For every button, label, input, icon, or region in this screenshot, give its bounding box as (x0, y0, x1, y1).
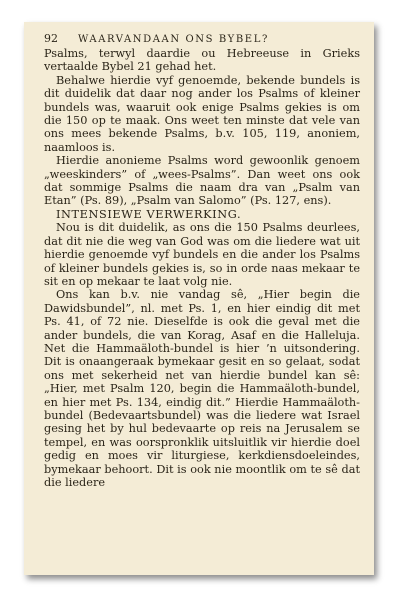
page-body (44, 47, 360, 489)
paragraph: Behalwe hierdie vyf genoemde, bekende bundels is dit duidelik dat daar nog ander los Psalms of kleiner bundels was, waaruit ook enige Psalms gekies is om die 150 op te maak. Ons weet ten minste dat vele van ons mees bekende Psalms, b.v. 105, 119, anoniem, naamloos is. (44, 73, 360, 154)
section-heading: INTENSIEWE VERWERKING. (56, 207, 242, 221)
paragraph: Hierdie anonieme Psalms word gewoonlik genoem „weeskinders” of „wees-Psalms”. Dan weet ons ook dat sommige Psalms die naam dra van „Psalm van Etan” (Ps. 89), „Psalm van Salomo” (Ps. 127, ens). (44, 154, 360, 208)
paragraph-continued: Psalms, terwyl daardie ou Hebreeuse in Grieks vertaalde Bybel 21 gehad het. (44, 47, 360, 74)
book-page (24, 22, 374, 575)
paragraph: Ons kan b.v. nie vandag sê, „Hier begin die Dawidsbundel”, nl. met Ps. 1, en hier eindig dit met Ps. 41, of 72 nie. Dieselfde is ook die geval met die ander bundels, die van Korag, Asaf en die Halleluja. Net die Hammaäloth-bundel is hier ’n uitsondering. Dit is onaangeraak bymekaar gesit en so gelaat, sodat ons met sekerheid net van hierdie bundel kan sê: „Hier, met Psalm 120, begin die Hammaäloth-bundel, en hier met Ps. 134, eindig dit.” Hierdie Hammaäloth-bundel (Bedevaartsbundel) was die liedere wat Israel gesing het by hul bedevaarte op reis na Jerusalem se tempel, en was oorspronklik uitsluitlik vir hierdie doel gedig en moes vir liturgiese, kerkdiensdoeleindes, bymekaar behoort. Dit is ook nie moontlik om te sê dat die liedere (44, 288, 360, 489)
running-head-title: WAARVANDAAN ONS BYBEL? (78, 34, 269, 45)
paragraph: Nou is dit duidelik, as ons die 150 Psalms deurlees, dat dit nie die weg van God was om die liedere wat uit hierdie genoemde vyf bundels en die ander los Psalms of kleiner bundels gekies is, so in orde naas mekaar te sit en op mekaar te laat volg nie. (44, 221, 360, 288)
running-head (44, 32, 360, 45)
page-number: 92 (44, 32, 58, 45)
